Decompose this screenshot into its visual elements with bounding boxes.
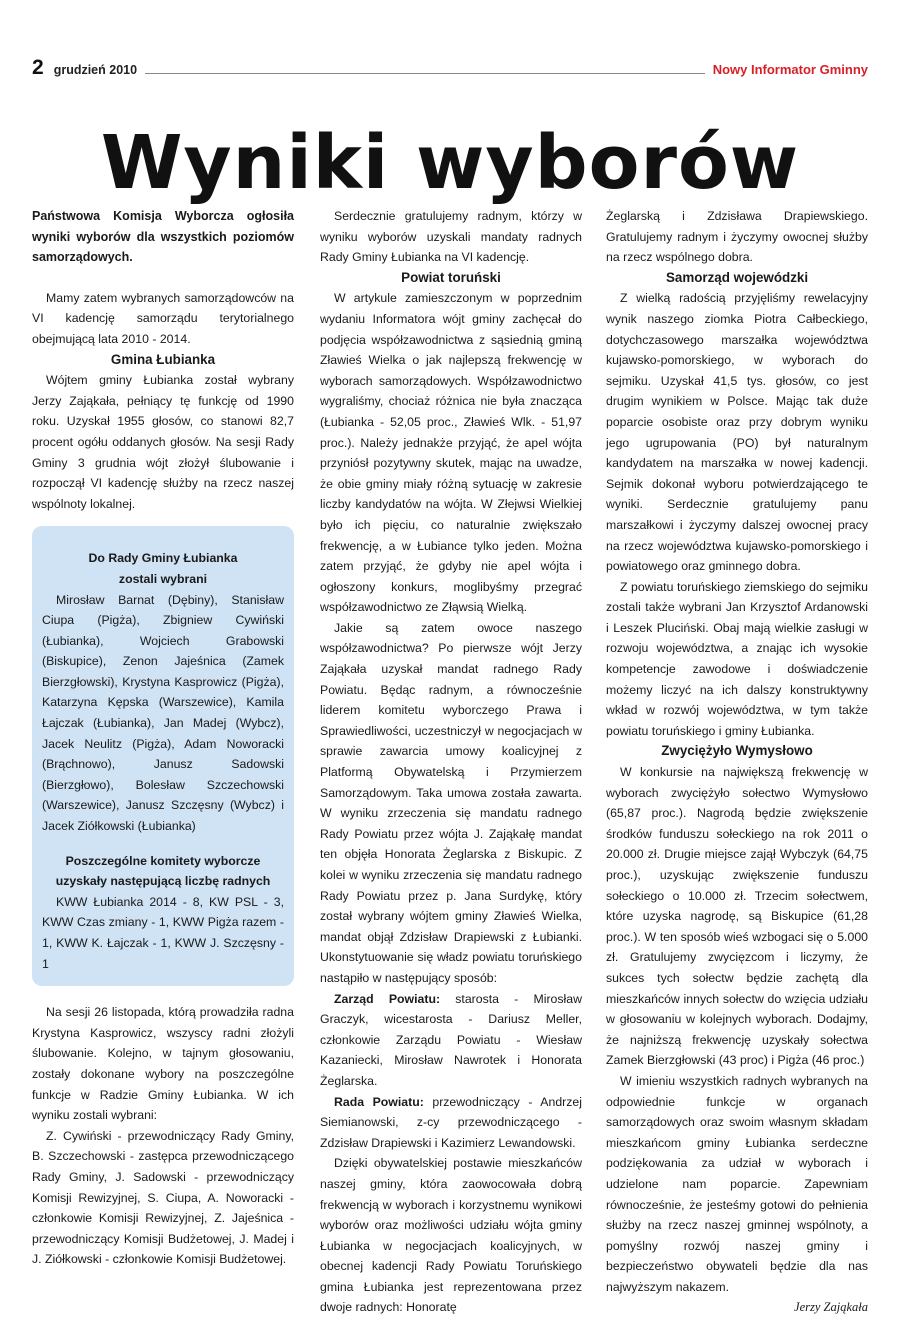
article-title: Wyniki wyborów: [100, 120, 800, 206]
inline-label: Rada Powiatu:: [334, 1094, 424, 1109]
paragraph: W konkursie na największą frekwencję w wyborach zwyciężyło sołectwo Wymysłowo (65,87 proc.). Nagrodą będzie zwiększenie środków funduszu sołeckiego na rok 2011 o 20.000 zł. Drugie miejsce zajął Wybczyk (64,75 proc.), uzyskując zwiększenie funduszu sołeckiego o 10.000 zł. Trzecim sołectwem, które uzyska nagrodę, są Biskupice (61,28 proc.). W ten sposób wieś wzbogaci się o 5.000 zł. Gratulujemy zwycięzcom i liczymy, że sukces tych sołectw będzie zachętą dla mieszkańców innych sołectw do wzięcia udziału w głosowaniu w kolejnych wyborach. Dodajmy, że najniższą frekwencję uzyskały sołectwa Zamek Bierzgłowski (43 proc) i Pigża (46 proc.): [606, 765, 868, 1068]
paragraph: Z. Cywiński - przewodniczący Rady Gminy, B. Szczechowski - zastępca przewodniczącego Rady Gminy, J. Sadowski - przewodniczący Komisji Rewizyjnej, S. Ciupa, A. Noworacki - członkowie Komisji Rewizyjnej, Z. Jajeśnica - przewodniczący Komisji Budżetowej, J. Madej i J. Ziółkowski - członkowie Komisji Budżetowej.: [32, 1128, 294, 1267]
box-heading: Do Rady Gminy Łubianka: [88, 551, 238, 566]
box-subheading: uzyskały następującą liczbę radnych: [55, 874, 271, 889]
section-heading-wojewodzki: Samorząd wojewódzki: [665, 269, 809, 285]
paragraph: [320, 989, 582, 1092]
column-2: [320, 206, 582, 1318]
paragraph: Z powiatu toruńskiego ziemskiego do sejmiku zostali także wybrani Jan Krzysztof Ardanowski i Leszek Pluciński. Obaj mają wielkie zasługi w rozwoju województwa, a znając ich wysokie kompetencje zawodowe i doświadczenie możemy liczyć na ich dalszy konstruktywny wkład w rozwój województwa, w tym także powiatu toruńskiego i gminy Łubianka.: [606, 579, 868, 738]
section-heading-powiat: Powiat toruński: [401, 269, 501, 285]
issue-date: grudzień 2010: [53, 63, 138, 77]
section-heading-wymyslowo: Zwyciężyło Wymysłowo: [661, 743, 813, 759]
paragraph: Serdecznie gratulujemy radnym, którzy w wyniku wyborów uzyskali mandaty radnych Rady Gminy Łubianka na VI kadencję.: [320, 209, 582, 265]
page-number: 2: [32, 56, 44, 79]
header-divider: [145, 73, 705, 74]
committees-results: KWW Łubianka 2014 - 8, KW PSL - 3, KWW Czas zmiany - 1, KWW Pigża razem - 1, KWW K. Łajczak - 1, KWW J. Szczęsny - 1: [42, 894, 284, 971]
column-1: [32, 206, 294, 1270]
paragraph: Na sesji 26 listopada, którą prowadziła radna Krystyna Kasprowicz, wszyscy radni złożyli ślubowanie. Kolejno, w tajnym głosowaniu, zostały dokonane wybory na poszczególne funkcje w Radzie Gminy Łubianka. W ich wyniku zostali wybrani:: [32, 1005, 294, 1123]
paragraph: W artykule zamieszczonym w poprzednim wydaniu Informatora wójt gminy zachęcał do podjęcia współzawodnictwa z sąsiednią gminą Zławieś Wielka o jak najlepszą frekwencję w wyborach samorządowych. Współzawodnictwo wygraliśmy, chociaż różnica nie była znacząca (Łubianka - 52,05 proc., Zławieś Wlk. - 51,97 proc.). Należy jednakże przyjąć, że apel wójta przyniósł pozytywny skutek, mając na uwadze, że obie gminy miały różną sytuację w zakresie liczby kandydatów na wójta. W Złejwsi Wielkiej było ich pięciu, co naturalnie zwiększało frekwencję, a w Łubiance tylko jeden. Można zatem przyjąć, że gdyby nie apel wójta i ogłoszony konkurs, moglibyśmy przegrać współzawodnictwo ze Złąwsią Wielką.: [320, 291, 582, 615]
paragraph: Jakie są zatem owoce naszego współzawodnictwa? Po pierwsze wójt Jerzy Zająkała uzyskał mandat radnego Rady Powiatu. Będąc radnym, a równocześnie liderem komitetu wyborczego Prawa i Sprawiedliwości, uczestniczył w negocjacjach w sprawie zawarcia umowy koalicyjnej z Platformą Obywatelską i Przymierzem Samorządowym. Taka umowa została zawarta. W wyniku zrzeczenia się mandatu radnego Rady Powiatu przez wójta J. Zająkałę mandat ten objęła Honorata Żeglarska z Biskupic. Z kolei w wyniku zrzeczenia się mandatu radnego Rady Powiatu przez p. Jana Surdykę, który został wybrany wójtem gminy Zławieś Wielka, mandat objął Zdzisław Drapiewski z Łubianki. Ukonstytuowanie się władz powiatu toruńskiego nastąpiło w następujący sposób:: [320, 620, 582, 985]
box-heading: Poszczególne komitety wyborcze: [65, 853, 261, 868]
author-signature: Jerzy Zająkała: [794, 1300, 868, 1315]
paragraph: Żeglarską i Zdzisława Drapiewskiego. Gratulujemy radnym i życzymy owocnej służby na rzecz wspólnego dobra.: [606, 209, 868, 265]
inline-text: przewodniczący - Andrzej Siemianowski, z-cy przewodniczącego - Zdzisław Drapiewski i Kazimierz Lewandowski.: [320, 1094, 582, 1150]
council-info-box: [32, 526, 294, 986]
newspaper-name: Nowy Informator Gminny: [712, 62, 868, 77]
inline-text: starosta - Mirosław Graczyk, wicestarosta - Dariusz Meller, członkowie Zarządu Powiatu - Wiesław Kazaniecki, Mirosław Nawrotek i Honorata Żeglarska.: [320, 991, 582, 1088]
paragraph: W imieniu wszystkich radnych wybranych na odpowiednie funkcje w organach samorządowych oraz swoim własnym składam mieszkańcom gminy Łubianka serdeczne podziękowania za udział w wyborach i udzielone nam poparcie. Zapewniam równocześnie, że jesteśmy gotowi do pełnienia służby na rzecz naszej gminnej wspólnoty, a pomyślny rozwój naszej gminy i bezpieczeństwo obywateli będzie dla nas najwyższym nakazem.: [606, 1073, 868, 1294]
paragraph: Mamy zatem wybranych samorządowców na VI kadencję samorządu terytorialnego obejmującą lata 2010 - 2014.: [32, 290, 294, 346]
section-heading-gmina: Gmina Łubianka: [110, 351, 216, 367]
lead-paragraph: Państwowa Komisja Wyborcza ogłosiła wyniki wyborów dla wszystkich poziomów samorządowych.: [32, 209, 294, 265]
paragraph: [320, 1092, 582, 1154]
paragraph: Wójtem gminy Łubianka został wybrany Jerzy Zająkała, pełniący tę funkcję od 1990 roku. Uzyskał 1955 głosów, co stanowi 82,7 procent ogółu oddanych głosów. Na sesji Rady Gminy 3 grudnia wójt złożył ślubowanie i rozpoczął VI kadencję służby na rzecz naszej wspólnoty lokalnej.: [32, 373, 294, 511]
inline-label: Zarząd Powiatu:: [334, 991, 441, 1006]
paragraph: Z wielką radością przyjęliśmy rewelacyjny wynik naszego ziomka Piotra Całbeckiego, dotychczasowego marszałka województwa kujawsko-pomorskiego, w wyborach do sejmiku. Uzyskał 41,5 tys. głosów, co jest drugim wynikiem w Polsce. Mając tak duże poparcie osobiste oraz przy dobrym wyniku jego ugrupowania (PO) był naturalnym kandydatem na marszałka w nowej kadencji. Sejmik dokonał wyboru potwierdzającego te wyniki. Serdecznie gratulujemy panu marszałkowi i życzymy dalszej owocnej pracy na rzecz województwa kujawsko-pomorskiego i powiatowego oraz gminnego dobra.: [606, 291, 868, 574]
council-members-list: Mirosław Barnat (Dębiny), Stanisław Ciupa (Pigża), Zbigniew Cywiński (Łubianka), Wojciech Grabowski (Biskupice), Zenon Jajeśnica (Zamek Bierzgłowski), Krystyna Kasprowicz (Pigża), Katarzyna Kępska (Warszewice), Kamila Łajczak (Łubianka), Jan Madej (Wybcz), Jacek Neulitz (Pigża), Adam Noworacki (Brąchnowo), Janusz Sadowski (Bierzgłowo), Bolesław Szczechowski (Warszewice), Janusz Szczęsny (Wybcz) i Jacek Ziółkowski (Łubianka): [42, 592, 284, 834]
paragraph: Dzięki obywatelskiej postawie mieszkańców naszej gminy, która zaowocowała dobrą frekwencją w wyborach i korzystnemu wynikowi wyborów oraz możliwości udziału wójta gminy Łubianka w negocjacjach koalicyjnych, w obecnej kadencji Rady Powiatu Toruńskiego gmina Łubianka jest reprezentowana przez dwoje radnych: Honoratę: [320, 1156, 582, 1315]
column-3: [606, 206, 868, 1318]
box-subheading: zostali wybrani: [118, 571, 208, 586]
page-header: [32, 56, 868, 78]
